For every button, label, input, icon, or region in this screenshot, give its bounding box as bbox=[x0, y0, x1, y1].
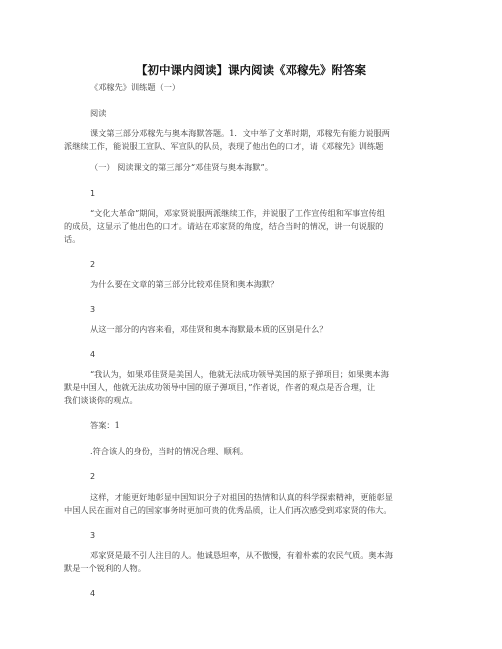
document-title: 【初中课内阅读】课内阅读《邓稼先》附答案 bbox=[136, 63, 366, 77]
question-number: 3 bbox=[90, 305, 96, 314]
answer-text: 中国人民在面对自己的国家事务时更加可贵的优秀品质，让人们再次感受到邓家贤的伟大。 bbox=[64, 505, 392, 515]
reading-label: 阅读 bbox=[90, 108, 107, 118]
answer-number: 4 bbox=[90, 589, 96, 598]
intro-line: （一） 阅读课文的第三部分“邓佳贤与奥本海默”。 bbox=[90, 162, 273, 172]
answer-text: 这样，才能更好地彰显中国知识分子对祖国的热情和认真的科学探索精神，更能彰显 bbox=[90, 492, 393, 502]
question-text: “文化大革命”期间，邓家贤说服两派继续工作，并说服了工作宣传组和军事宣传组 bbox=[90, 208, 385, 218]
answer-number: 3 bbox=[90, 531, 96, 540]
answer-text: .符合该人的身份，当时的情况合理、顺利。 bbox=[90, 446, 249, 456]
intro-line: 派继续工作，能说服工宣队、军宣队的队员，表现了他出色的口才，请《邓稼先》训练题 bbox=[64, 141, 384, 151]
intro-line: 课文第三部分邓稼先与奥本海默答题。1．文中举了文革时期，邓稼先有能力说服两 bbox=[90, 128, 390, 138]
subtitle: 《邓稼先》训练题（一） bbox=[90, 82, 181, 92]
question-text: 默是中国人，他就无法成功领导中国的原子弹项目，”作者说，作者的观点是否合理，让 bbox=[64, 382, 376, 392]
question-text: “我认为，如果邓佳贤是美国人，他就无法成功领导美国的原子弹项目；如果奥本海 bbox=[90, 369, 389, 379]
question-text: 话。 bbox=[64, 234, 81, 244]
question-number: 4 bbox=[90, 350, 96, 359]
answer-text: 邓家贤是最不引人注目的人。他诚恳坦率，从不傲慢，有着朴素的农民气质。奥本海 bbox=[90, 550, 393, 560]
question-number: 1 bbox=[90, 189, 96, 198]
question-text: 从这一部分的内容来看，邓佳贤和奥本海默最本质的区别是什么？ bbox=[90, 324, 328, 334]
answer-number: 2 bbox=[90, 472, 96, 481]
answer-text: 默是一个锐利的人物。 bbox=[64, 563, 146, 573]
question-text: 我们谈谈你的观点。 bbox=[64, 395, 138, 405]
question-text: 为什么要在文章的第三部分比较邓佳贤和奥本海默？ bbox=[90, 279, 279, 289]
question-number: 2 bbox=[90, 260, 96, 269]
question-text: 的成员，这显示了他出色的口才。请站在邓家贤的角度，结合当时的情况，讲一句说服的 bbox=[64, 221, 384, 231]
answers-label: 答案：1 bbox=[90, 420, 120, 430]
